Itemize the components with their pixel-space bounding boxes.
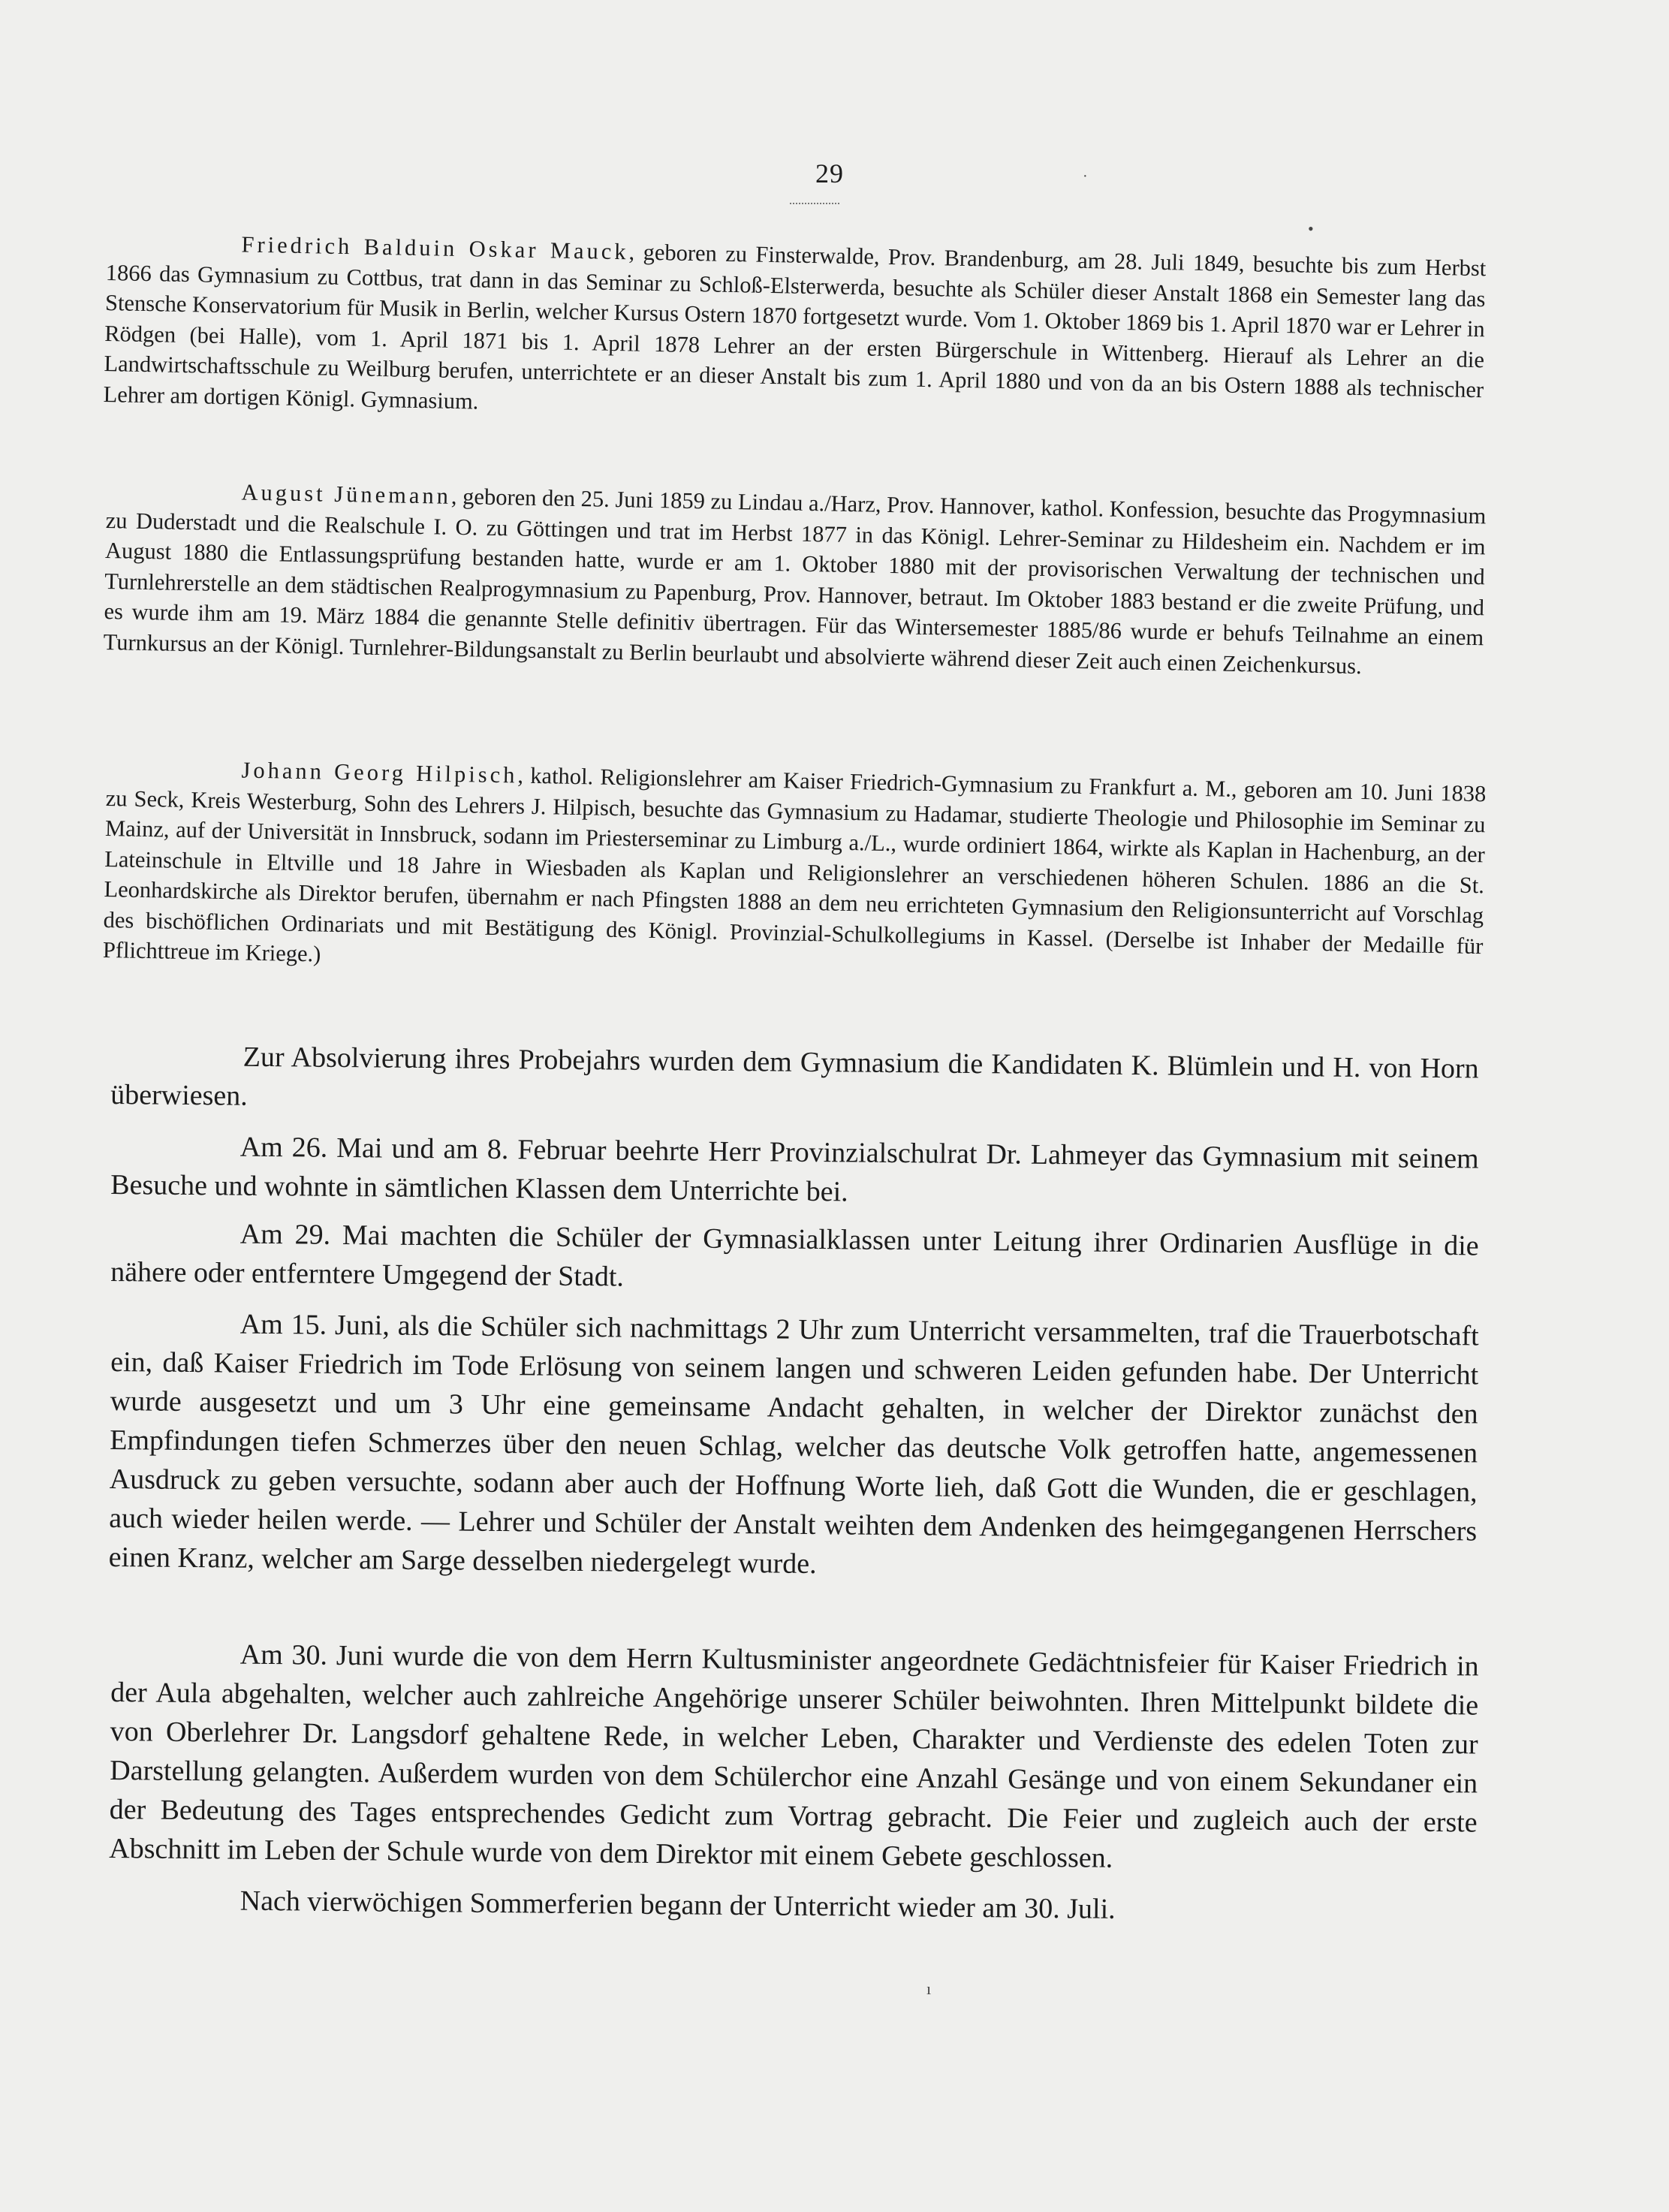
print-speck: ·	[1083, 168, 1088, 185]
chronicle-text: Am 26. Mai und am 8. Februar beehrte Herr Provinzialschulrat Dr. Lahmeyer das Gymnasium mit seinem Besuche und wohnte in sämtlichen Klassen dem Unterrichte bei.	[110, 1131, 1479, 1208]
biography-text: , geboren zu Finsterwalde, Prov. Brandenburg, am 28. Juli 1849, besuchte bis zum Herbst 1866 das Gymnasium zu Cottbus, trat dann in das Seminar zu Schloß-Elsterwerda, besuchte als Schüler dieser Anstalt 1868 ein Semester lang das Stensche Konservatorium für Musik in Berlin, welcher Kursus Ostern 1870 fortgesetzt wurde. Vom 1. Oktober 1869 bis 1. April 1870 war er Lehrer in Rödgen (bei Halle), vom 1. April 1871 bis 1. April 1878 Lehrer an der ersten Bürgerschule in Wittenberg. Hierauf als Lehrer an die Landwirtschaftsschule zu Weilburg berufen, unterrichtete er an dieser Anstalt bis zum 1. April 1880 und von da an bis Ostern 1888 als technischer Lehrer am dortigen Königl. Gymnasium.	[103, 239, 1487, 414]
chronicle-text: Am 29. Mai machten die Schüler der Gymnasialklassen unter Leitung ihrer Ordinarien Ausflüge in die nähere oder entferntere Umgegend der Stadt.	[110, 1218, 1479, 1293]
chronicle-excursion	[110, 1213, 1479, 1304]
chronicle-probejahr	[110, 1036, 1479, 1127]
chronicle-visit	[110, 1126, 1479, 1217]
print-speck: ı	[926, 1979, 932, 1998]
chronicle-holidays	[111, 1880, 1479, 1932]
chronicle-text: Am 30. Juni wurde die von dem Herrn Kultusminister angeordnete Gedächtnisfeier für Kaiser Friedrich in der Aula abgehalten, welcher auch zahlreiche Angehörige unserer Schüler beiwohnten. Ihren Mittelpunkt bildete die von Oberlehrer Dr. Langsdorf gehaltene Rede, in welcher Leben, Charakter und Verdienste des edelen Toten zur Darstellung gelangten. Außerdem wurden von dem Schülerchor eine Anzahl Gesänge und von einem Sekundaner ein der Bedeutung des Tages entsprechendes Gedicht zum Vortrag gebracht. Die Feier und zugleich auch der erste Abschnitt im Leben der Schule wurde von dem Direktor mit einem Gebete geschlossen.	[109, 1638, 1479, 1874]
page-number-rule	[790, 203, 839, 204]
biography-name: Johann Georg Hilpisch	[241, 757, 518, 788]
biography-name: Friedrich Balduin Oskar Mauck	[241, 231, 629, 265]
chronicle-text: Am 15. Juni, als die Schüler sich nachmittags 2 Uhr zum Unterricht versammelten, traf die Trauerbotschaft ein, daß Kaiser Friedrich im Tode Erlösung von seinem langen und schweren Leiden gefunden habe. Der Unterricht wurde ausgesetzt und um 3 Uhr eine gemeinsame Andacht gehalten, in welcher der Direktor zunächst den Empfindungen tiefen Schmerzes über den neuen Schlag, welcher das deutsche Volk getroffen hatte, angemessenen Ausdruck zu geben versuchte, sodann aber auch der Hoffnung Worte lieh, daß Gott die Wunden, die er geschlagen, auch wieder heilen werde. — Lehrer und Schüler der Anstalt weihten dem Andenken des heimgegangenen Herrschers einen Kranz, welcher am Sarge desselben niedergelegt wurde.	[108, 1308, 1479, 1581]
print-speck: •	[1308, 219, 1314, 238]
chronicle-mourning	[109, 1303, 1479, 1590]
chronicle-memorial	[109, 1634, 1479, 1881]
biography-hilpisch	[103, 752, 1487, 992]
biography-mauck	[103, 227, 1486, 435]
page-number: 29	[815, 158, 844, 188]
chronicle-text: Nach vierwöchigen Sommerferien begann der Unterricht wieder am 30. Juli.	[240, 1885, 1116, 1925]
biography-text: , kathol. Religionslehrer am Kaiser Friedrich-Gymnasium zu Frankfurt a. M., geboren am 10. Juni 1838 zu Seck, Kreis Westerburg, Sohn des Lehrers J. Hilpisch, besuchte das Gymnasium zu Hadamar, studierte Theologie und Philosophie im Seminar zu Mainz, auf der Universität in Innsbruck, sodann im Priesterseminar zu Limburg a./L., wurde ordiniert 1864, wirkte als Kaplan in Hachenburg, an der Lateinschule in Eltville und 18 Jahre in Wiesbaden als Kaplan und Religionslehrer an verschiedenen höheren Schulen. 1886 an die St. Leonhardskirche als Direktor berufen, übernahm er nach Pfingsten 1888 an dem neu errichteten Gymnasium den Religionsunterricht auf Vorschlag des bischöflichen Ordinariats und mit Bestätigung des Königl. Provinzial-Schulkollegiums in Kassel. (Derselbe ist Inhaber der Medaille für Pflichttreue im Kriege.)	[102, 762, 1487, 967]
biography-name: August Jünemann	[241, 479, 452, 509]
biography-text: , geboren den 25. Juni 1859 zu Lindau a./Harz, Prov. Hannover, kathol. Konfession, besuchte das Progymnasium zu Duderstadt und die Realschule I. O. zu Göttingen und trat im Herbst 1877 in das Königl. Lehrer-Seminar zu Hildesheim ein. Nachdem er im August 1880 die Entlassungsprüfung bestanden hatte, wurde er am 1. Oktober 1880 mit der provisorischen Verwaltung der technischen und Turnlehrerstelle an dem städtischen Realprogymnasium zu Papenburg, Prov. Hannover, betraut. Im Oktober 1883 bestand er die zweite Prüfung, und es wurde ihm am 19. März 1884 die genannte Stelle definitiv übertragen. Für das Wintersemester 1885/86 wurde er behufs Teilnahme an einem Turnkursus an der Königl. Turnlehrer-Bildungsanstalt zu Berlin beurlaubt und absolvierte während dieser Zeit auch einen Zeichenkursus.	[103, 483, 1487, 679]
chronicle-text: Zur Absolvierung ihres Probejahrs wurden dem Gymnasium die Kandidaten K. Blümlein und H. von Horn überwiesen.	[110, 1041, 1479, 1112]
biography-juenemann	[103, 475, 1486, 683]
